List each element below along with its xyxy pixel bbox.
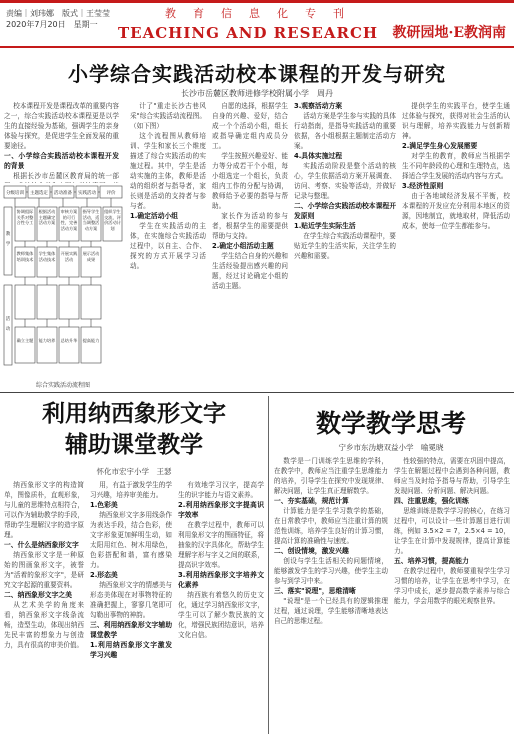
paragraph: 纳西象形文字的构造简单，图像质朴，直观形象，与儿童的思维特点相符合，可以作为辅助教学的手段，帮助学生理解汉字的造字原理。	[4, 481, 84, 539]
article1-col3	[212, 101, 288, 388]
article1-title: 小学综合实践活动校本课程的开发与研究	[68, 62, 446, 86]
diagram-step: 组织学生交流，评价活动计划	[104, 209, 121, 231]
subheading: 三、落实"说理"，思维清晰	[274, 587, 356, 595]
diagram-top-label: 评价	[106, 191, 116, 196]
header-top-bar	[0, 0, 514, 3]
diagram-step: 学生集体活动技术	[38, 251, 56, 262]
paragraph: 在教学过程中，教师要重视学生学习习惯的培养，让学生在思考中学习，在学习中成长，逐步提高数学素养与综合能力，学会用数学的眼光观察世界。	[394, 567, 510, 605]
paragraph: 纳西象形文字的情感美与形态美体现在对事物特征的准确把握上，寥寥几笔即可勾勒出事物的神韵。	[90, 581, 172, 619]
subheading: 一、夯实基础，规范计算	[274, 497, 349, 505]
subheading: 1.确定活动小组	[130, 212, 179, 220]
subheading: 1.利用纳西象形文字激发学习兴趣	[90, 641, 172, 659]
article1-byline: 长沙市岳麓区教师进修学校附属小学 周丹	[181, 89, 333, 98]
paragraph: 纳西象形文字多用线条作为表达手段，结合色彩，使文字形象更加鲜明生动，如太阳用红色、树木用绿色，色彩搭配和谐，富有感染力。	[90, 511, 172, 569]
header-rule	[0, 46, 514, 48]
article2-title-line: 利用纳西象形文字	[42, 401, 226, 427]
diagram-side-label: 学	[5, 242, 11, 247]
paragraph: 学生结合自身的兴趣和生活经验提出感兴趣的问题，经过讨论确定小组的活动主题。	[212, 252, 288, 290]
article2-col1	[4, 480, 84, 734]
article2-byline: 怀化市宏宇小学 王瑟	[96, 467, 172, 476]
paragraph: 校本课程开发是课程改革的重要内容之一，综合实践活动校本课程更是以学生的直接经验为基础，强调学生的亲身体验与探究，是促进学生全面发展的重要途径。	[4, 102, 119, 150]
subheading: 2.形态美	[90, 571, 118, 579]
paragraph: 由于各地域经济发展不平衡，校本课程的开发应充分利用本地区的资源，因地制宜，就地取材，降低活动成本，使每一位学生都能参与。	[402, 192, 510, 230]
article3-col1	[274, 456, 388, 734]
subheading: 五、培养习惯，提高能力	[394, 557, 469, 565]
diagram-step: 协调组际关系对整合性分工	[16, 209, 34, 226]
masthead-en: TEACHING AND RESEARCH	[118, 24, 379, 42]
article3-byline: 宁乡市东沩塘双益小学 喻冕晓	[338, 443, 444, 452]
paragraph: 学生按照兴趣爱好、能力等分成若干个小组，每小组选定一个组长，负责组内工作的分配与协调，教师给予必要的指导与帮助。	[212, 152, 288, 210]
diagram-caption: 综合实践活动流程图	[35, 382, 90, 389]
paragraph: 性较强的特点，需要在巩固中提高，学生在解题过程中会遇到各种问题，教师应当及时给予指导与帮助，引导学生发现问题、分析问题、解决问题。	[394, 457, 510, 495]
subheading: 2.利用纳西象形文字提高识字效率	[178, 501, 264, 519]
diagram-side-label: 动	[5, 327, 11, 332]
masthead-cn: 教育信息化专刊	[165, 7, 361, 20]
paragraph: 自愿的选择，根据学生自身的兴趣、爱好，结合成一个个活动小组，组长或指导确定组内成员分工。	[212, 102, 288, 150]
subheading: 1.色彩美	[90, 501, 118, 509]
paragraph: 学生在实践活动的主体，在实施综合实践活动过程中，以自主、合作、探究的方式开展学习活动。	[130, 222, 206, 270]
paragraph: 活动方案是学生参与实践的具体行动指南，是指导实践活动的重要依据，各小组根据主题制定活动方案。	[294, 112, 396, 150]
diagram-step: 确立主题	[16, 338, 34, 343]
section-divider	[0, 392, 514, 393]
paragraph: 根据长沙市岳麓区教育局的统一部	[13, 172, 119, 180]
paragraph: 纳西象形文字是一种原始的图画象形文字，被誉为"活着的象形文字"，是研究文字起源的重要资料。	[4, 551, 84, 589]
article1-col2	[130, 101, 206, 388]
article1-col1	[4, 101, 119, 183]
diagram-step: 开展实践活动	[60, 251, 78, 262]
paragraph: 提供学生的实践平台，使学生通过体验与探究，获得对社会生活的认识与理解，培养实践能力与创新精神。	[402, 102, 510, 140]
paragraph: 用，有益于激发学生的学习兴趣，培养审美能力。	[90, 481, 172, 499]
diagram-side-label: 活	[5, 317, 11, 322]
article3-col2	[394, 456, 510, 734]
paragraph: 创设与学生生活相关的问题情境，能够激发学生的学习兴趣，使学生主动参与到学习中来。	[274, 557, 388, 585]
diagram-step: 能力培养	[38, 338, 56, 343]
subheading: 一、什么是纳西象形文字	[4, 541, 79, 549]
paragraph: 这个流程图从教师培训、学生和家长三个维度描述了综合实践活动的实施过程。其中，学生是活动实施的主体，教师是活动的组织者与指导者，家长则是活动的支持者与参与者。	[130, 132, 206, 210]
diagram-step: 总结升华	[60, 338, 78, 343]
editor-line: 责编｜刘玮娜 版式｜王莹莹	[6, 9, 110, 18]
subheading: 一、小学综合实践活动校本课程开发的背景	[4, 152, 119, 170]
diagram-top-label: 主题选定	[30, 191, 48, 196]
diagram-step: 提高能力	[82, 338, 100, 343]
subheading: 3.观察活动方案	[294, 102, 343, 110]
paragraph: 对学生的教育，教师应当根据学生不同年龄段的心理和生理特点，选择适合学生发展的活动内容与方式。	[402, 152, 510, 180]
section-brand: 教研园地·E教润南	[392, 25, 506, 41]
article2-col3	[178, 480, 264, 734]
paragraph: 有效地学习汉字，提高学生的识字能力与语文素养。	[178, 481, 264, 499]
paragraph: 家长作为活动的参与者，根据学生的需要提供帮助与支持。	[212, 212, 288, 240]
diagram-step: 根据活动主题确定活动方案	[38, 209, 56, 226]
diagram-step: 展示活动成果	[82, 251, 100, 262]
article2-title	[6, 399, 262, 461]
paragraph: 实践活动阶段是整个活动的核心，学生依据活动方案开展调查、访问、考察、实验等活动，并做好记录与整理。	[294, 162, 396, 200]
flow-diagram-svg	[3, 185, 123, 378]
paragraph: 思维训练是数学学习的核心，在练习过程中，可以设计一些计算题目进行训练，例如 3.5×2 = 7，2.5×4 = 10，让学生在计算中发现规律，提高计算能力。	[394, 507, 510, 555]
subheading: 1.贴近学生实际生活	[294, 222, 356, 230]
subheading: 三、利用纳西象形文字辅助课堂教学	[90, 621, 172, 639]
subheading: 4.具体实施过程	[294, 152, 343, 160]
subheading: 二、创设情境，激发兴趣	[274, 547, 349, 555]
diagram-step: 指导学生活动，适当调整活动方案	[82, 209, 100, 231]
article3-title: 数学教学思考	[315, 409, 466, 438]
diagram-top-label: 活动准备	[54, 191, 72, 196]
subheading: 2.确定小组活动主题	[212, 242, 274, 250]
subheading: 二、小学综合实践活动校本课程开发原则	[294, 202, 396, 220]
paragraph: "说理"是一个已经具有的逻辑推理过程，通过说理，学生能够清晰地表达自己的思维过程。	[274, 597, 388, 625]
diagram-top-label: 分级培训	[6, 191, 24, 196]
subheading: 3.利用纳西象形文字培养文化素养	[178, 571, 264, 589]
paragraph: 从艺术美学的角度来看，纳西象形文字线条流畅，造型生动，体现出纳西先民丰富的想象力与创造力，具有很高的审美价值。	[4, 601, 84, 649]
paragraph: 计了"重走长沙古巷风采"综合实践活动流程图。（如下图）	[130, 102, 206, 130]
diagram-side-label: 教	[5, 232, 11, 237]
subheading: 二、纳西象形文字之美	[4, 591, 72, 599]
paragraph: 纳西族有着悠久的历史文化，通过学习纳西象形文字，学生可以了解少数民族的文化，增强民族团结意识，培养文化自信。	[178, 591, 264, 639]
diagram-step: 审核方案的可行性，完善活动方案	[60, 209, 78, 231]
article1-col4	[294, 101, 396, 388]
subheading: 3.经济性原则	[402, 182, 444, 190]
paragraph: 在教学过程中，教师可以利用象形文字的图画特征，将抽象的汉字具体化，帮助学生理解字形与字义之间的联系，提高识字效率。	[178, 521, 264, 569]
article2-title-line: 辅助课堂教学	[65, 432, 203, 458]
newspaper-header	[0, 0, 514, 50]
paragraph: 计算能力是学生学习数学的基础，在日常教学中，教师应当注重计算的规范性训练，培养学生良好的计算习惯，提高计算的准确性与速度。	[274, 507, 388, 545]
column-divider	[268, 396, 269, 734]
subheading: 2.满足学生身心发展需要	[402, 142, 478, 150]
diagram-top-label: 实践活动	[78, 191, 96, 196]
subheading: 四、注重思维，强化训练	[394, 497, 469, 505]
date-line: 2020年7月20日 星期一	[6, 20, 98, 29]
activity-flow-diagram	[3, 185, 123, 378]
article1-col5	[402, 101, 510, 388]
header-meta	[6, 8, 110, 30]
paragraph: 在学生综合实践活动课程中，要贴近学生的生活实际，关注学生的兴趣和需要。	[294, 232, 396, 260]
paragraph: 数学是一门训练学生思维的学科，在教学中，教师应当注重学生思维能力的培养，引导学生在探究中发现规律、解决问题，让学生真正理解数学。	[274, 457, 388, 495]
diagram-step: 教师集体培训技术	[16, 251, 34, 262]
article2-col2	[90, 480, 172, 734]
